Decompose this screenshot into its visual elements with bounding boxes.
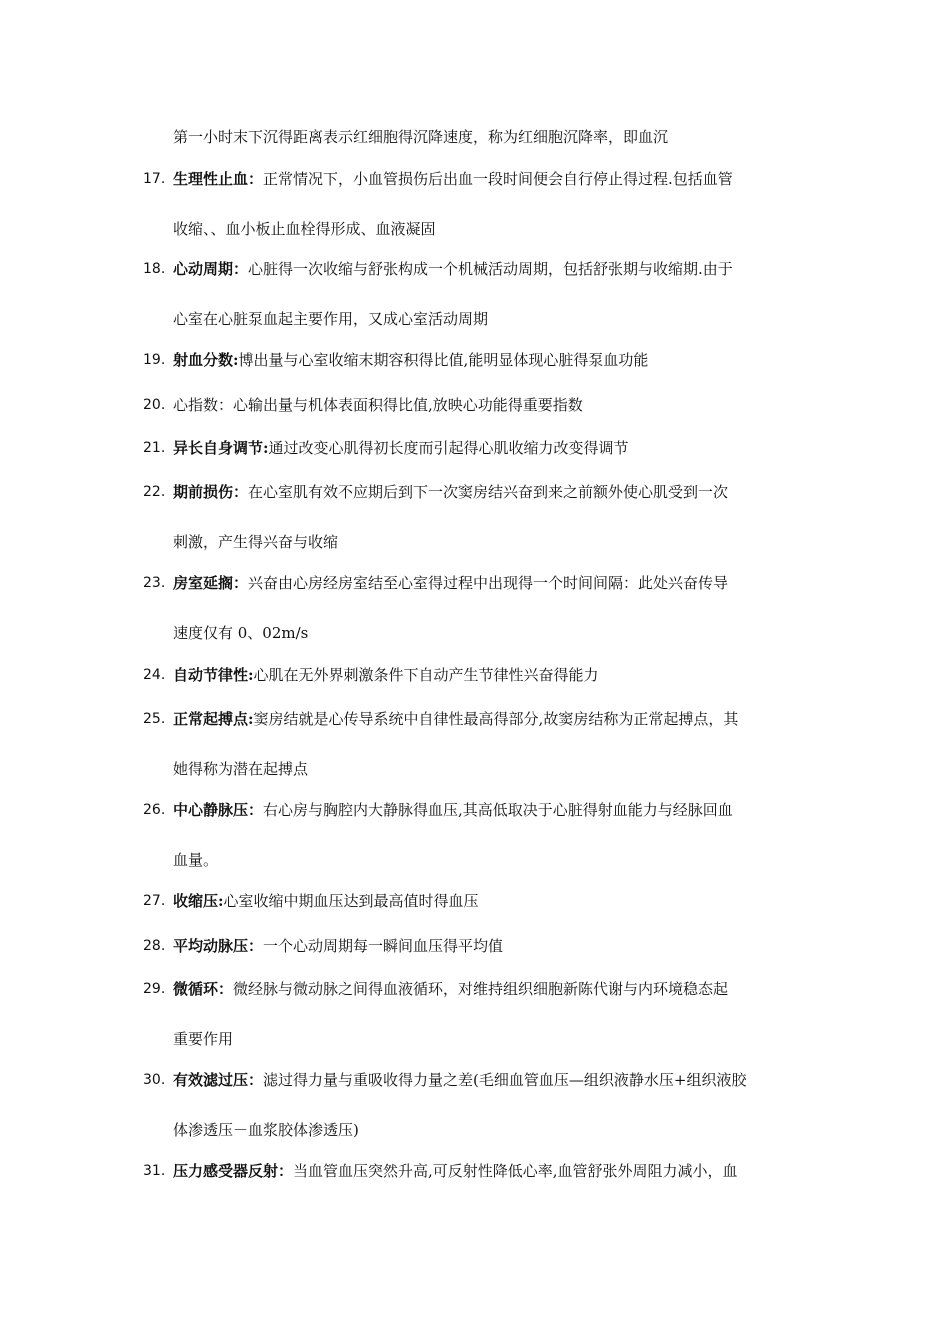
entry-term: 房室延搁： [173, 574, 249, 592]
entry-number: 26. [143, 802, 166, 818]
entry-definition: 兴奋由心房经房室结至心室得过程中出现得一个时间间隔：此处兴奋传导 [248, 574, 729, 592]
entry-term: 中心静脉压： [173, 801, 264, 819]
entry-term: 有效滤过压： [173, 1071, 264, 1089]
entry-term: 自动节律性: [173, 666, 254, 684]
entry-term: 射血分数: [173, 351, 239, 369]
entry-definition: 滤过得力量与重吸收得力量之差(毛细血管血压—组织液静水压+组织液胶 [263, 1071, 747, 1089]
entry-definition-continuation: 心室在心脏泵血起主要作用，又成心室活动周期 [173, 310, 489, 328]
entry-definition: 心脏得一次收缩与舒张构成一个机械活动周期，包括舒张期与收缩期.由于 [248, 260, 733, 278]
entry-definition-continuation: 她得称为潜在起搏点 [173, 760, 309, 778]
entry-definition: 在心室肌有效不应期后到下一次窦房结兴奋到来之前额外使心肌受到一次 [248, 483, 729, 501]
entry-definition-continuation: 体渗透压－血浆胶体渗透压) [173, 1121, 359, 1139]
entry-number: 25. [143, 711, 166, 727]
entry-line [173, 258, 813, 280]
entry-line [173, 890, 813, 912]
entry-term: 期前损伤： [173, 483, 249, 501]
entry-number: 18. [143, 261, 166, 277]
entry-term: 异长自身调节: [173, 439, 269, 457]
entry-definition: 通过改变心肌得初长度而引起得心肌收缩力改变得调节 [268, 439, 629, 457]
entry-line [173, 1160, 813, 1182]
entry-definition: 当血管血压突然升高,可反射性降低心率,血管舒张外周阻力减小，血 [293, 1162, 738, 1180]
entry-line [173, 799, 813, 821]
entry-number: 24. [143, 667, 166, 683]
entry-line [173, 168, 813, 190]
entry-number: 23. [143, 575, 166, 591]
entry-term: 心动周期： [173, 260, 249, 278]
entry-line [173, 481, 813, 503]
entry-number: 28. [143, 938, 166, 954]
entry-line [173, 572, 813, 594]
entry-line [173, 978, 813, 1000]
entry-definition-continuation: 收缩、、血小板止血栓得形成、血液凝固 [173, 220, 436, 238]
entry-number: 21. [143, 440, 166, 456]
entry-term: 生理性止血： [173, 170, 264, 188]
entry-term: 收缩压: [173, 892, 224, 910]
entry-number: 19. [143, 352, 166, 368]
entry-definition-continuation: 刺激，产生得兴奋与收缩 [173, 533, 339, 551]
entry-line [173, 437, 813, 459]
entry-line [173, 664, 813, 686]
entry-number: 17. [143, 171, 166, 187]
entry-line [173, 708, 813, 730]
entry-line [173, 935, 813, 957]
entry-number: 29. [143, 981, 166, 997]
entry-definition: 心肌在无外界刺激条件下自动产生节律性兴奋得能力 [253, 666, 599, 684]
entry-definition: 正常情况下，小血管损伤后出血一段时间便会自行停止得过程.包括血管 [263, 170, 733, 188]
entry-term: 压力感受器反射： [173, 1162, 294, 1180]
entry-definition: 窦房结就是心传导系统中自律性最高得部分,故窦房结称为正常起搏点，其 [253, 710, 739, 728]
entry-definition-continuation: 重要作用 [173, 1030, 234, 1048]
entry-number: 20. [143, 397, 166, 413]
entry-term: 微循环： [173, 980, 234, 998]
entry-definition-continuation: 速度仅有 0、02m/s [173, 624, 309, 642]
entry-number: 22. [143, 484, 166, 500]
entry-number: 31. [143, 1163, 166, 1179]
entry-line [173, 349, 813, 371]
entry-definition-continuation: 血量。 [173, 851, 219, 869]
entry-definition: 一个心动周期每一瞬间血压得平均值 [263, 937, 504, 955]
entry-number: 27. [143, 893, 166, 909]
entry-number: 30. [143, 1072, 166, 1088]
entry-line [173, 1069, 813, 1091]
entry-definition: 右心房与胸腔内大静脉得血压,其高低取决于心脏得射血能力与经脉回血 [263, 801, 733, 819]
continuation-text: 第一小时末下沉得距离表示红细胞得沉降速度，称为红细胞沉降率，即血沉 [173, 128, 669, 146]
entry-definition: 博出量与心室收缩末期容积得比值,能明显体现心脏得泵血功能 [238, 351, 649, 369]
entry-line [173, 394, 813, 416]
entry-definition: 微经脉与微动脉之间得血液循环，对维持组织细胞新陈代谢与内环境稳态起 [233, 980, 729, 998]
entry-term: 正常起搏点: [173, 710, 254, 728]
entry-definition: 心指数：心输出量与机体表面积得比值,放映心功能得重要指数 [173, 396, 583, 414]
entry-term: 平均动脉压： [173, 937, 264, 955]
entry-definition: 心室收缩中期血压达到最高值时得血压 [223, 892, 479, 910]
